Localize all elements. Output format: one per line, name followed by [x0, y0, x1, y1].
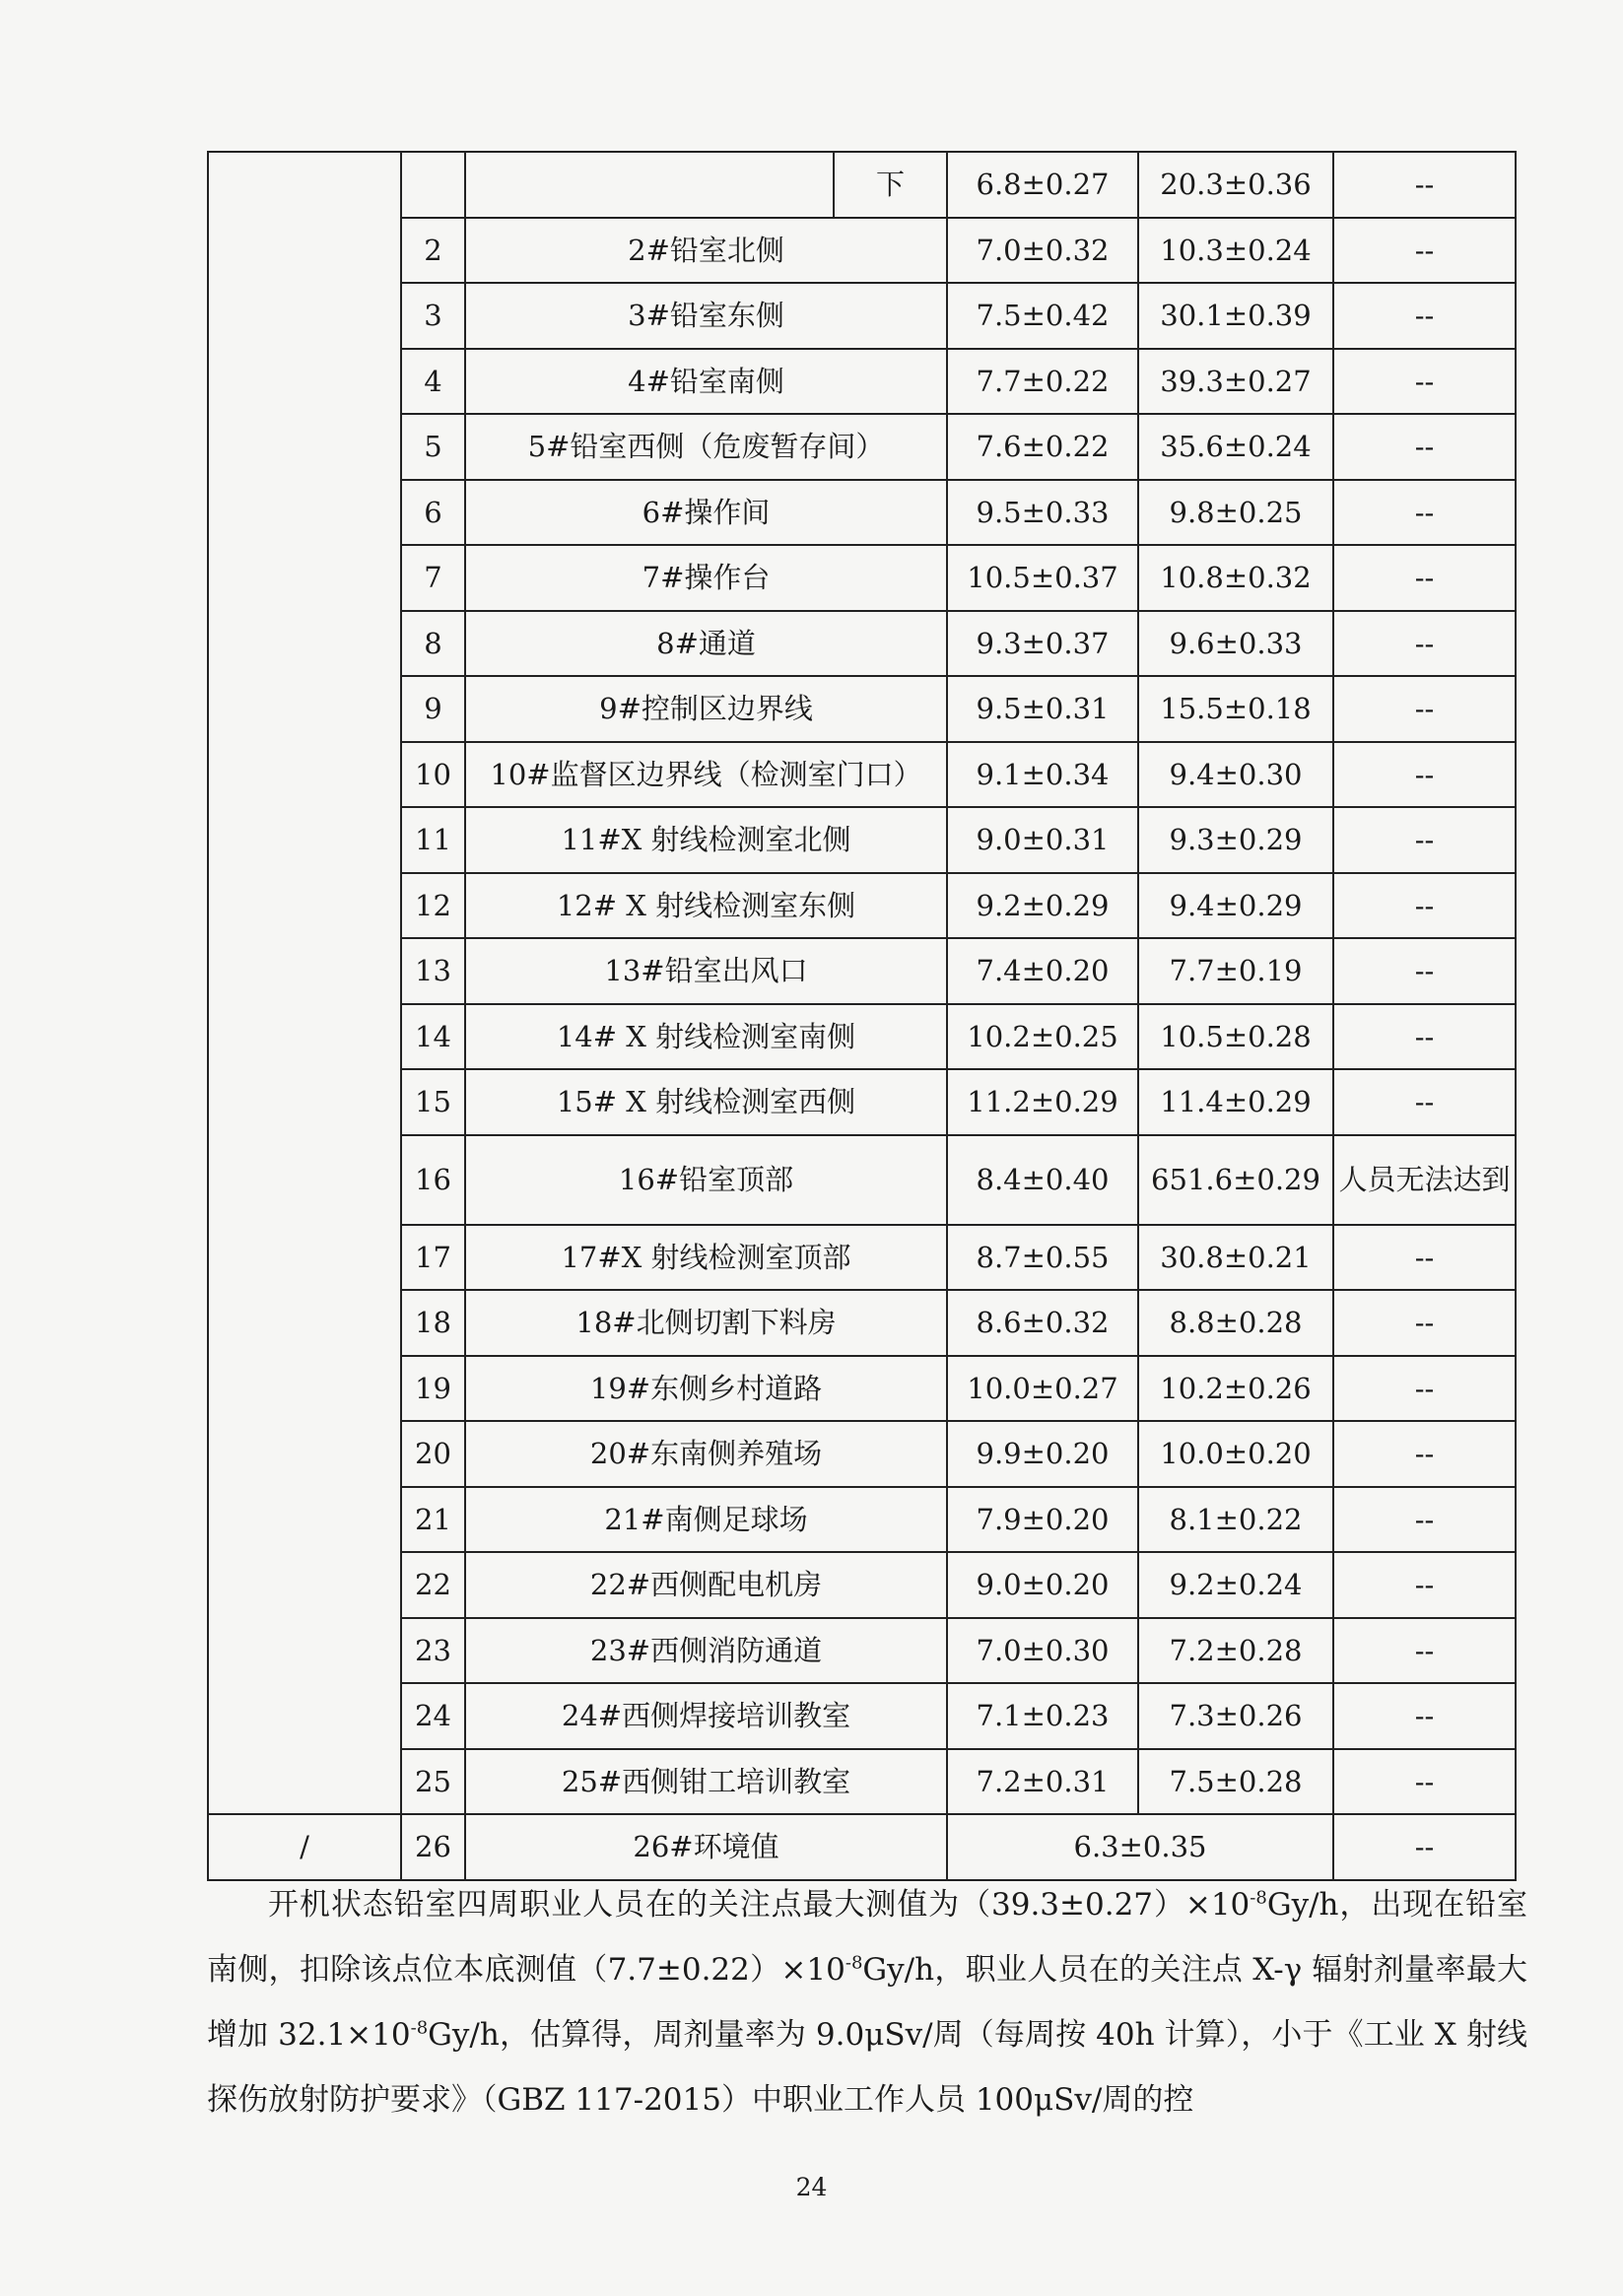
row-number-cell: 8 — [401, 611, 465, 677]
table-row — [208, 938, 1516, 1004]
on-value-cell: 9.8±0.25 — [1138, 480, 1333, 546]
on-value-cell: 9.4±0.29 — [1138, 873, 1333, 939]
background-value-cell: 7.4±0.20 — [947, 938, 1138, 1004]
table-row — [208, 1069, 1516, 1135]
background-value-cell: 7.0±0.30 — [947, 1618, 1138, 1684]
on-value-cell: 7.7±0.19 — [1138, 938, 1333, 1004]
table-row — [208, 1290, 1516, 1356]
point-cell: 14# X 射线检测室南侧 — [465, 1004, 947, 1070]
remark-cell: -- — [1333, 676, 1516, 742]
row-number-cell: 20 — [401, 1421, 465, 1487]
point-cell: 3#铅室东侧 — [465, 283, 947, 349]
table-row — [208, 742, 1516, 808]
remark-cell: -- — [1333, 873, 1516, 939]
background-value-cell: 9.2±0.29 — [947, 873, 1138, 939]
on-value-cell: 39.3±0.27 — [1138, 349, 1333, 415]
background-value-cell: 7.6±0.22 — [947, 414, 1138, 480]
background-value-cell: 9.5±0.31 — [947, 676, 1138, 742]
on-value-cell: 11.4±0.29 — [1138, 1069, 1333, 1135]
remark-cell: -- — [1333, 1290, 1516, 1356]
remark-cell: -- — [1333, 1004, 1516, 1070]
on-value-cell: 651.6±0.29 — [1138, 1135, 1333, 1225]
on-value-cell: 7.3±0.26 — [1138, 1683, 1333, 1749]
row-number-cell: 24 — [401, 1683, 465, 1749]
row-number-cell: 19 — [401, 1356, 465, 1422]
remark-cell: -- — [1333, 1618, 1516, 1684]
page-number: 24 — [795, 2173, 828, 2201]
row-number-cell: 21 — [401, 1487, 465, 1553]
remark-cell: -- — [1333, 545, 1516, 611]
background-value-cell: 7.5±0.42 — [947, 283, 1138, 349]
remark-cell: -- — [1333, 807, 1516, 873]
background-value-cell: 7.7±0.22 — [947, 349, 1138, 415]
row-number-cell — [401, 152, 465, 218]
table-row — [208, 1749, 1516, 1815]
point-cell: 18#北侧切割下料房 — [465, 1290, 947, 1356]
point-cell: 24#西侧焊接培训教室 — [465, 1683, 947, 1749]
row-number-cell: 11 — [401, 807, 465, 873]
remark-cell: -- — [1333, 938, 1516, 1004]
point-cell: 7#操作台 — [465, 545, 947, 611]
row-number-cell: 22 — [401, 1552, 465, 1618]
point-cell: 5#铅室西侧（危废暂存间） — [465, 414, 947, 480]
background-value-cell: 10.0±0.27 — [947, 1356, 1138, 1422]
point-cell: 17#X 射线检测室顶部 — [465, 1225, 947, 1291]
table-row — [208, 1814, 1516, 1880]
point-cell: 19#东侧乡村道路 — [465, 1356, 947, 1422]
background-value-cell: 10.5±0.37 — [947, 545, 1138, 611]
paragraph-text: Gy/h，估算得，周剂量率为 9.0μSv/周（每周按 40h 计算），小于《工业 X 射线探伤放射防护要求》（GBZ 117-2015）中职业工作人员 100μSv/周的控 — [207, 2017, 1527, 2118]
table-row — [208, 1135, 1516, 1225]
background-value-cell: 9.0±0.31 — [947, 807, 1138, 873]
remark-cell: -- — [1333, 349, 1516, 415]
background-value-cell: 10.2±0.25 — [947, 1004, 1138, 1070]
point-cell: 15# X 射线检测室西侧 — [465, 1069, 947, 1135]
point-cell: 22#西侧配电机房 — [465, 1552, 947, 1618]
on-value-cell: 9.2±0.24 — [1138, 1552, 1333, 1618]
row-number-cell: 4 — [401, 349, 465, 415]
on-value-cell: 7.2±0.28 — [1138, 1618, 1333, 1684]
point-cell: 23#西侧消防通道 — [465, 1618, 947, 1684]
remark-cell: -- — [1333, 1552, 1516, 1618]
measurement-table — [207, 151, 1517, 1881]
table-row — [208, 218, 1516, 284]
table-row — [208, 676, 1516, 742]
row-number-cell: 16 — [401, 1135, 465, 1225]
on-value-cell: 10.0±0.20 — [1138, 1421, 1333, 1487]
background-value-cell: 11.2±0.29 — [947, 1069, 1138, 1135]
row-number-cell: 2 — [401, 218, 465, 284]
on-value-cell: 9.3±0.29 — [1138, 807, 1333, 873]
point-cell: 13#铅室出风口 — [465, 938, 947, 1004]
on-value-cell: 10.8±0.32 — [1138, 545, 1333, 611]
remark-cell: -- — [1333, 152, 1516, 218]
background-value-cell: 9.3±0.37 — [947, 611, 1138, 677]
row-number-cell: 26 — [401, 1814, 465, 1880]
background-value-cell: 7.9±0.20 — [947, 1487, 1138, 1553]
point-cell: 21#南侧足球场 — [465, 1487, 947, 1553]
table-row — [208, 611, 1516, 677]
row-number-cell: 18 — [401, 1290, 465, 1356]
row-number-cell: 12 — [401, 873, 465, 939]
environment-value-cell: 6.3±0.35 — [947, 1814, 1333, 1880]
table-row — [208, 1004, 1516, 1070]
remark-cell: -- — [1333, 1487, 1516, 1553]
background-value-cell: 8.7±0.55 — [947, 1225, 1138, 1291]
on-value-cell: 9.4±0.30 — [1138, 742, 1333, 808]
remark-cell: -- — [1333, 1814, 1516, 1880]
background-value-cell: 9.1±0.34 — [947, 742, 1138, 808]
table-row — [208, 1552, 1516, 1618]
on-value-cell: 10.3±0.24 — [1138, 218, 1333, 284]
row-number-cell: 25 — [401, 1749, 465, 1815]
exponent: -8 — [410, 2017, 429, 2039]
on-value-cell: 8.1±0.22 — [1138, 1487, 1333, 1553]
table-row — [208, 1683, 1516, 1749]
remark-cell: -- — [1333, 1683, 1516, 1749]
on-value-cell: 10.5±0.28 — [1138, 1004, 1333, 1070]
on-value-cell: 30.1±0.39 — [1138, 283, 1333, 349]
point-cell: 10#监督区边界线（检测室门口） — [465, 742, 947, 808]
point-cell: 26#环境值 — [465, 1814, 947, 1880]
on-value-cell: 8.8±0.28 — [1138, 1290, 1333, 1356]
remark-cell: -- — [1333, 1421, 1516, 1487]
point-cell: 20#东南侧养殖场 — [465, 1421, 947, 1487]
point-cell: 8#通道 — [465, 611, 947, 677]
point-cell: 16#铅室顶部 — [465, 1135, 947, 1225]
background-value-cell: 7.0±0.32 — [947, 218, 1138, 284]
table-row — [208, 807, 1516, 873]
on-value-cell: 35.6±0.24 — [1138, 414, 1333, 480]
row-number-cell: 15 — [401, 1069, 465, 1135]
point-cell: 6#操作间 — [465, 480, 947, 546]
remark-cell: -- — [1333, 611, 1516, 677]
on-value-cell: 30.8±0.21 — [1138, 1225, 1333, 1291]
on-value-cell: 10.2±0.26 — [1138, 1356, 1333, 1422]
row-number-cell: 7 — [401, 545, 465, 611]
table-row — [208, 1225, 1516, 1291]
on-value-cell: 15.5±0.18 — [1138, 676, 1333, 742]
remark-cell: 人员无法达到 — [1333, 1135, 1516, 1225]
row-number-cell: 23 — [401, 1618, 465, 1684]
remark-cell: -- — [1333, 1225, 1516, 1291]
row-number-cell: 5 — [401, 414, 465, 480]
group-cell — [208, 152, 401, 1814]
paragraph-text: 开机状态铅室四周职业人员在的关注点最大测值为（39.3±0.27）×10 — [268, 1887, 1251, 1923]
remark-cell: -- — [1333, 414, 1516, 480]
table-row — [208, 1421, 1516, 1487]
group-cell: / — [208, 1814, 401, 1880]
point-cell: 25#西侧钳工培训教室 — [465, 1749, 947, 1815]
remark-cell: -- — [1333, 1356, 1516, 1422]
on-value-cell: 7.5±0.28 — [1138, 1749, 1333, 1815]
paragraph-text: Gy/h，出现在铅室南侧，扣除该点位本底测值（7.7±0.22）×10 — [207, 1887, 1527, 1988]
table-row — [208, 349, 1516, 415]
row-number-cell: 9 — [401, 676, 465, 742]
remark-cell: -- — [1333, 1069, 1516, 1135]
point-cell: 9#控制区边界线 — [465, 676, 947, 742]
on-value-cell: 20.3±0.36 — [1138, 152, 1333, 218]
table-row — [208, 283, 1516, 349]
table-row — [208, 414, 1516, 480]
table-row — [208, 1356, 1516, 1422]
background-value-cell: 9.9±0.20 — [947, 1421, 1138, 1487]
background-value-cell: 7.2±0.31 — [947, 1749, 1138, 1815]
remark-cell: -- — [1333, 283, 1516, 349]
point-cell — [465, 152, 834, 218]
background-value-cell: 9.0±0.20 — [947, 1552, 1138, 1618]
point-cell: 2#铅室北侧 — [465, 218, 947, 284]
row-number-cell: 6 — [401, 480, 465, 546]
remark-cell: -- — [1333, 218, 1516, 284]
row-number-cell: 10 — [401, 742, 465, 808]
row-number-cell: 3 — [401, 283, 465, 349]
table-row — [208, 873, 1516, 939]
table-row — [208, 1487, 1516, 1553]
table-row — [208, 545, 1516, 611]
remark-cell: -- — [1333, 742, 1516, 808]
point-cell: 4#铅室南侧 — [465, 349, 947, 415]
point-cell: 11#X 射线检测室北侧 — [465, 807, 947, 873]
row-number-cell: 17 — [401, 1225, 465, 1291]
remark-cell: -- — [1333, 480, 1516, 546]
exponent: -8 — [845, 1952, 863, 1974]
table-row — [208, 480, 1516, 546]
background-value-cell: 9.5±0.33 — [947, 480, 1138, 546]
background-value-cell: 6.8±0.27 — [947, 152, 1138, 218]
table-row — [208, 152, 1516, 218]
row-number-cell: 14 — [401, 1004, 465, 1070]
on-value-cell: 9.6±0.33 — [1138, 611, 1333, 677]
background-value-cell: 8.4±0.40 — [947, 1135, 1138, 1225]
exponent: -8 — [1250, 1887, 1267, 1909]
remark-cell: -- — [1333, 1749, 1516, 1815]
row-number-cell: 13 — [401, 938, 465, 1004]
background-value-cell: 7.1±0.23 — [947, 1683, 1138, 1749]
position-cell: 下 — [834, 152, 947, 218]
paragraph-text: Gy/h，职业人员在的关注点 X-γ 辐射剂量率最大增加 32.1×10 — [207, 1952, 1528, 2053]
conclusion-paragraph — [207, 1872, 1527, 2132]
background-value-cell: 8.6±0.32 — [947, 1290, 1138, 1356]
table-row — [208, 1618, 1516, 1684]
point-cell: 12# X 射线检测室东侧 — [465, 873, 947, 939]
